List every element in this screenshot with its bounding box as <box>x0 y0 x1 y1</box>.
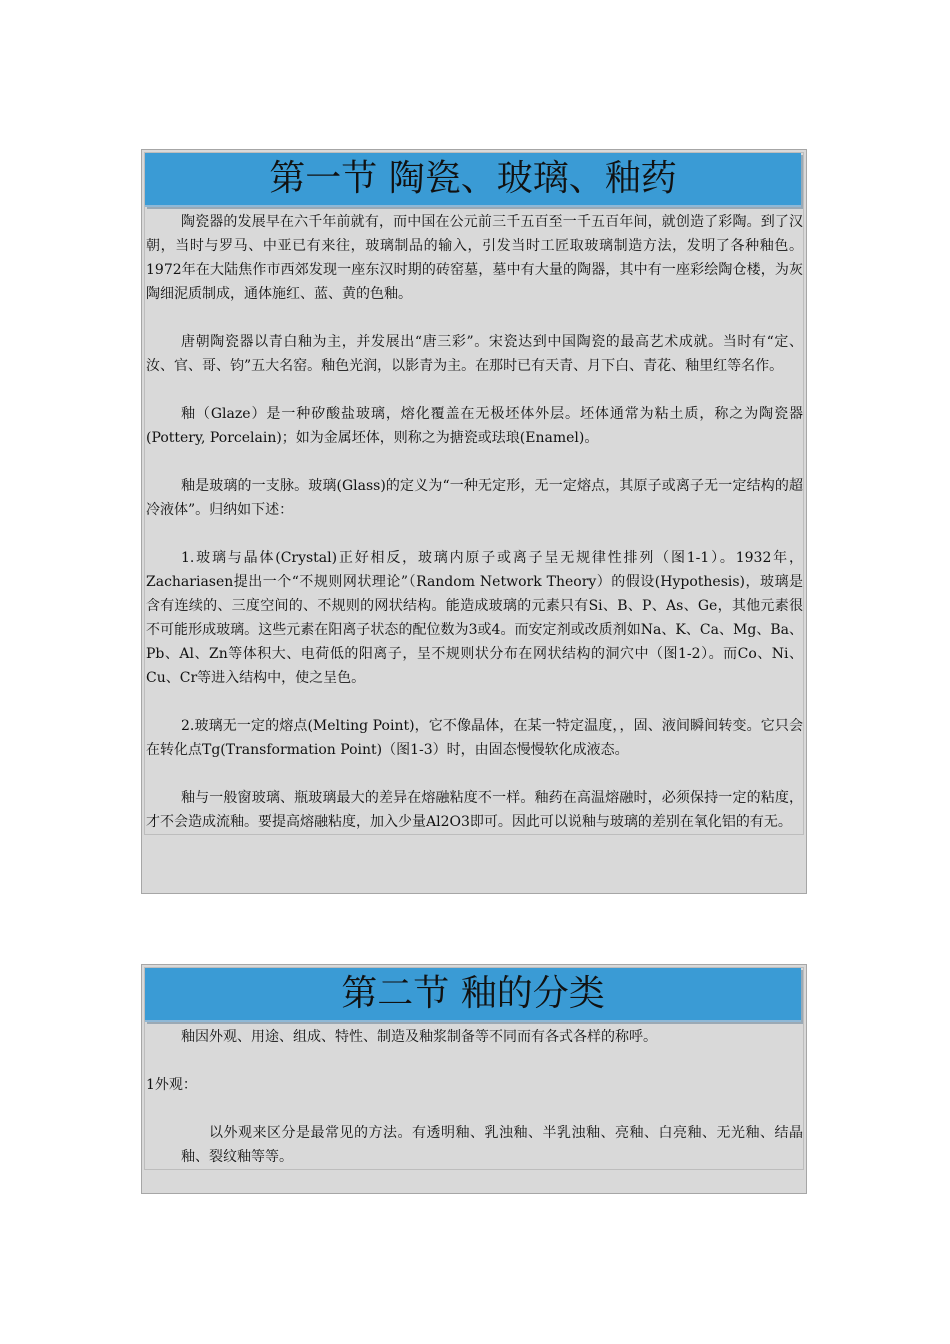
paragraph-point-1: 1.玻璃与晶体(Crystal)正好相反，玻璃内原子或离子呈无规律性排列（图1-1）。1932年，Zachariasen提出一个“不规则网状理论”（Random Network Theory）的假设(Hypothesis)，玻璃是含有连续的、三度空间的、不规则的网状结构。能造成玻璃的元素只有Si、B、P、As、Ge，其他元素很不可能形成玻璃。这些元素在阳离子状态的配位数为3或4。而安定剂或改质剂如Na、K、Ca、Mg、Ba、Pb、Al、Zn等体积大、电荷低的阳离子，呈不规则状分布在网状结构的洞穴中（图1-2）。而Co、Ni、Cu、Cr等进入结构中，使之呈色。 <box>146 550 803 686</box>
section-2-title: 第二节 釉的分类 <box>145 968 801 1022</box>
section-2-panel <box>141 964 807 1194</box>
section-1-body <box>145 207 803 834</box>
paragraph-glaze-definition: 釉（Glaze）是一种矽酸盐玻璃，熔化覆盖在无极坯体外层。坯体通常为粘土质，称之为陶瓷器(Pottery, Porcelain)；如为金属坯体，则称之为搪瓷或珐琅(Enamel)。 <box>146 406 803 446</box>
paragraph-viscosity: 釉与一般窗玻璃、瓶玻璃最大的差异在熔融粘度不一样。釉药在高温熔融时，必须保持一定的粘度，才不会造成流釉。要提高熔融粘度，加入少量Al2O3即可。因此可以说釉与玻璃的差别在氧化铝的有无。 <box>146 790 803 830</box>
paragraph-glass-definition: 釉是玻璃的一支脉。玻璃(Glass)的定义为“一种无定形，无一定熔点，其原子或离子无一定结构的超冷液体”。归纳如下述： <box>146 478 803 518</box>
paragraph-history: 陶瓷器的发展早在六千年前就有，而中国在公元前三千五百至一千五百年间，就创造了彩陶。到了汉朝，当时与罗马、中亚已有来往，玻璃制品的输入，引发当时工匠取玻璃制造方法，发明了各种釉色。1972年在大陆焦作市西郊发现一座东汉时期的砖窑墓，墓中有大量的陶器，其中有一座彩绘陶仓楼，为灰陶细泥质制成，通体施红、蓝、黄的色釉。 <box>146 214 803 302</box>
section-2-inner <box>144 967 804 1170</box>
paragraph-tang-song: 唐朝陶瓷器以青白釉为主，并发展出“唐三彩”。宋瓷达到中国陶瓷的最高艺术成就。当时有“定、汝、官、哥、钧”五大名窑。釉色光润，以影青为主。在那时已有天青、月下白、青花、釉里红等名作。 <box>146 334 803 374</box>
paragraph-appearance-detail: 以外观来区分是最常见的方法。有透明釉、乳浊釉、半乳浊釉、亮釉、白亮釉、无光釉、结晶釉、裂纹釉等等。 <box>181 1125 803 1165</box>
paragraph-point-2: 2.玻璃无一定的熔点(Melting Point)，它不像晶体，在某一特定温度，，固、液间瞬间转变。它只会在转化点Tg(Transformation Point)（图1-3）时，由固态慢慢软化成液态。 <box>146 718 803 758</box>
subheading-appearance: 1外观： <box>146 1077 197 1093</box>
section-1-title: 第一节 陶瓷、玻璃、釉药 <box>145 153 801 207</box>
section-1-inner <box>144 152 804 835</box>
section-1-panel <box>141 149 807 894</box>
section-2-body <box>145 1022 803 1169</box>
paragraph-classification-intro: 釉因外观、用途、组成、特性、制造及釉浆制备等不同而有各式各样的称呼。 <box>181 1029 657 1045</box>
